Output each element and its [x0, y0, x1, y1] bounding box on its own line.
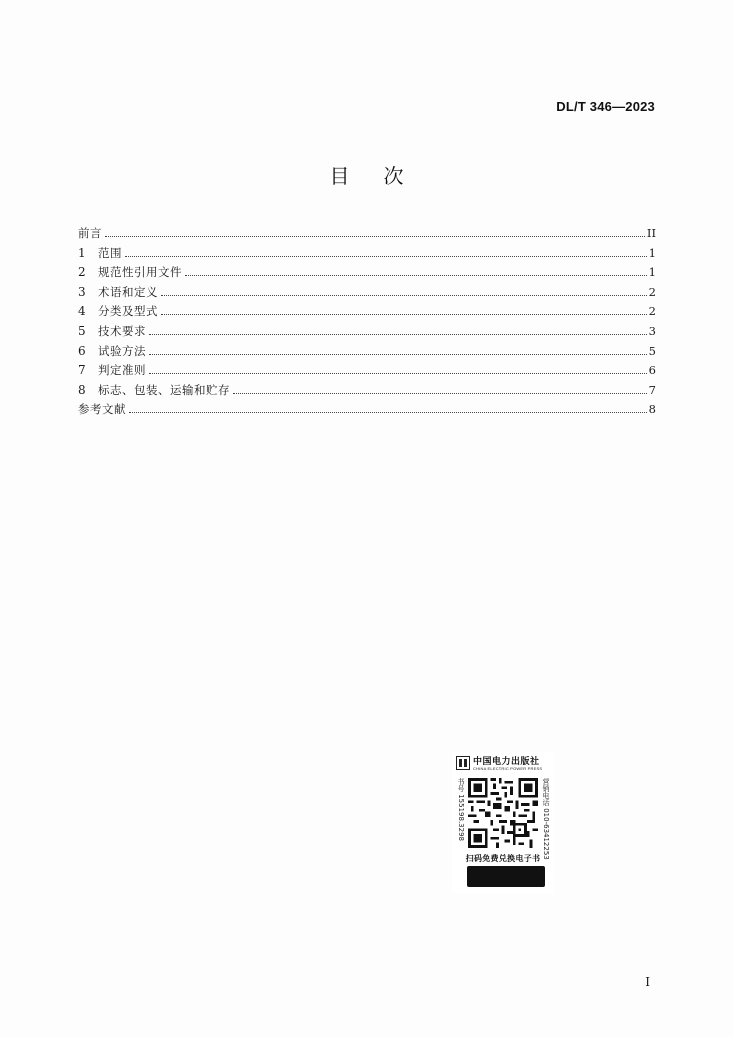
publisher-name: 中国电力出版社	[473, 757, 540, 767]
toc-leader-dots	[149, 353, 647, 355]
toc-entry-number: 4	[78, 304, 86, 319]
standard-code: DL/T 346—2023	[556, 99, 655, 114]
toc-entry-technical-requirements[interactable]	[78, 322, 656, 342]
toc-entry-foreword[interactable]	[78, 224, 656, 244]
toc-leader-dots	[149, 372, 647, 374]
toc-entry-page: 6	[648, 363, 656, 378]
toc-entry-normative-references[interactable]	[78, 263, 656, 283]
toc-entry-classification[interactable]	[78, 302, 656, 322]
toc-entry-terms-definitions[interactable]	[78, 283, 656, 303]
book-number: 书号 155198.3298	[457, 778, 465, 841]
table-of-contents	[78, 224, 656, 420]
toc-entry-scope[interactable]	[78, 244, 656, 264]
toc-entry-label: 前言	[78, 226, 102, 240]
toc-entry-page: 1	[648, 265, 656, 280]
qr-code-icon[interactable]	[468, 778, 538, 848]
toc-entry-number: 5	[78, 323, 86, 338]
toc-leader-dots	[129, 411, 647, 413]
toc-leader-dots	[233, 392, 647, 394]
toc-entry-test-methods[interactable]	[78, 342, 656, 362]
toc-entry-page: 5	[648, 343, 656, 358]
toc-entry-page: II	[646, 226, 656, 240]
publisher-logo-icon	[456, 756, 470, 770]
toc-entry-label: 技术要求	[98, 323, 146, 338]
toc-entry-number: 8	[78, 382, 86, 397]
toc-entry-page: 1	[648, 245, 656, 260]
toc-leader-dots	[149, 333, 647, 335]
toc-entry-page: 7	[648, 382, 656, 397]
toc-leader-dots	[161, 313, 647, 315]
toc-entry-label: 试验方法	[98, 343, 146, 358]
toc-entry-page: 2	[648, 304, 656, 319]
toc-entry-label: 术语和定义	[98, 284, 158, 299]
toc-leader-dots	[105, 235, 645, 237]
toc-leader-dots	[185, 274, 647, 276]
toc-entry-number: 1	[78, 245, 86, 260]
redemption-code-scratch-bar[interactable]	[467, 866, 545, 887]
toc-entry-number: 6	[78, 343, 86, 358]
toc-entry-page: 2	[648, 284, 656, 299]
toc-entry-number: 3	[78, 284, 86, 299]
toc-entry-label: 标志、包装、运输和贮存	[98, 382, 230, 397]
publisher-name-en: CHINA ELECTRIC POWER PRESS	[473, 766, 543, 771]
toc-entry-label: 范围	[98, 245, 122, 260]
toc-leader-dots	[161, 294, 647, 296]
toc-entry-label: 参考文献	[78, 402, 126, 417]
toc-entry-label: 判定准则	[98, 363, 146, 378]
toc-entry-number: 2	[78, 265, 86, 280]
toc-entry-label: 规范性引用文件	[98, 265, 182, 280]
toc-entry-page: 8	[648, 402, 656, 417]
qr-caption: 扫码免费兑换电子书	[465, 854, 541, 863]
toc-entry-page: 3	[648, 323, 656, 338]
ebook-qr-sticker	[452, 752, 554, 894]
toc-entry-bibliography[interactable]	[78, 400, 656, 420]
toc-leader-dots	[125, 255, 647, 257]
toc-entry-label: 分类及型式	[98, 304, 158, 319]
toc-entry-judgement-criteria[interactable]	[78, 361, 656, 381]
toc-entry-number: 7	[78, 363, 86, 378]
toc-title: 目次	[329, 164, 438, 188]
toc-entry-marking-packaging[interactable]	[78, 381, 656, 401]
page-number: I	[645, 975, 650, 989]
sales-phone: 营销电话 010-63412253	[542, 778, 550, 860]
